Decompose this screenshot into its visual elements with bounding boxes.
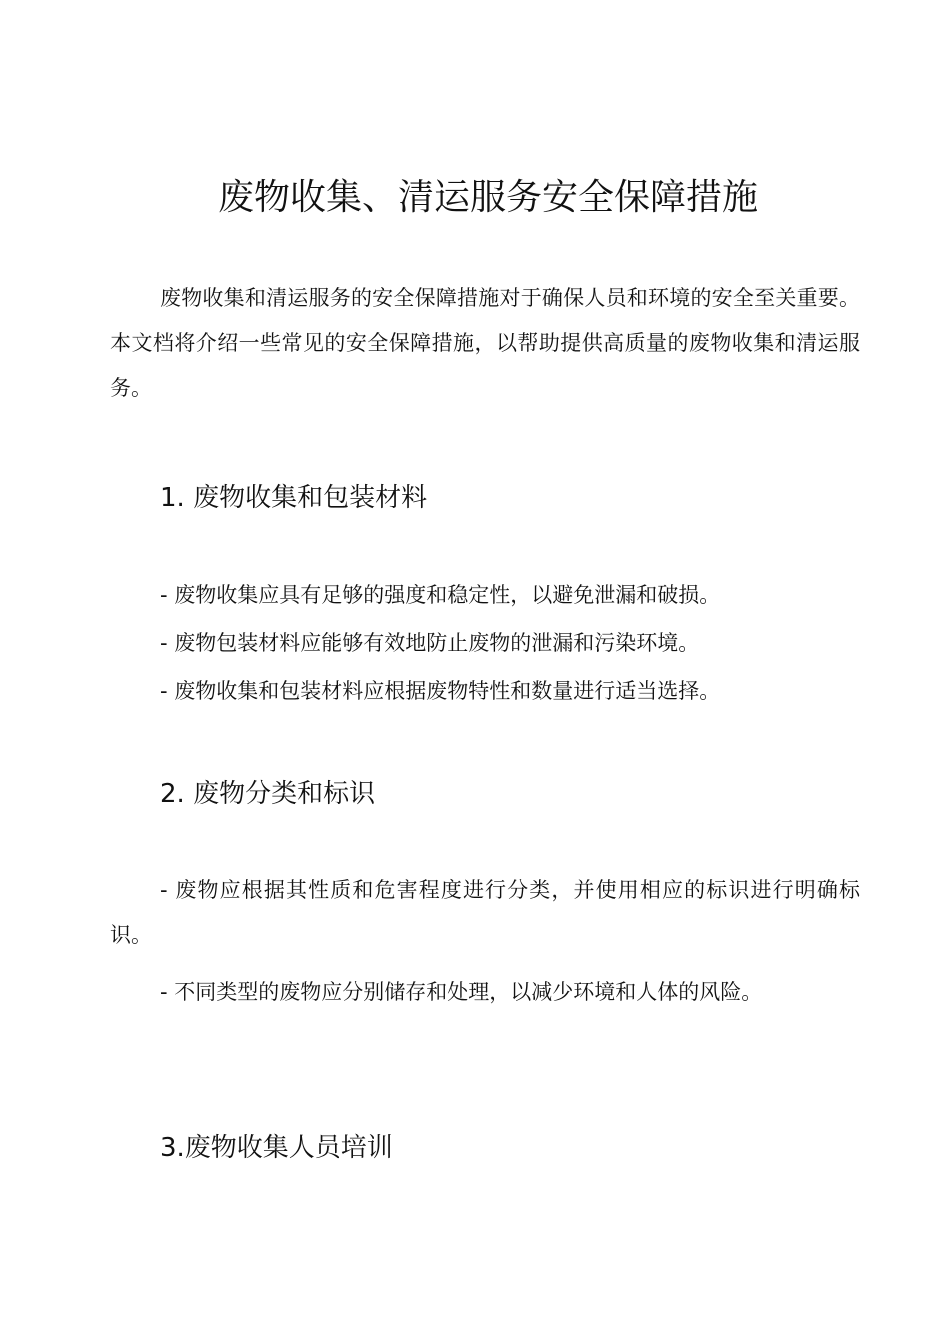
- section-heading-1: 1. 废物收集和包装材料: [160, 483, 428, 513]
- section-heading-2: 2. 废物分类和标识: [160, 779, 376, 809]
- document-title: 废物收集、清运服务安全保障措施: [217, 177, 758, 218]
- intro-paragraph: 废物收集和清运服务的安全保障措施对于确保人员和环境的安全至关重要。本文档将介绍一些常见的安全保障措施，以帮助提供高质量的废物收集和清运服务。: [110, 286, 860, 400]
- bullet-item: - 废物包装材料应能够有效地防止废物的泄漏和污染环境。: [160, 631, 700, 655]
- bullet-item: - 废物收集和包装材料应根据废物特性和数量进行适当选择。: [160, 679, 721, 703]
- section-heading-3: 3.废物收集人员培训: [160, 1133, 393, 1163]
- bullet-item: - 废物收集应具有足够的强度和稳定性，以避免泄漏和破损。: [160, 583, 721, 607]
- bullet-item: - 废物应根据其性质和危害程度进行分类，并使用相应的标识进行明确标识。: [110, 878, 860, 947]
- bullet-item: - 不同类型的废物应分别储存和处理，以减少环境和人体的风险。: [160, 980, 763, 1004]
